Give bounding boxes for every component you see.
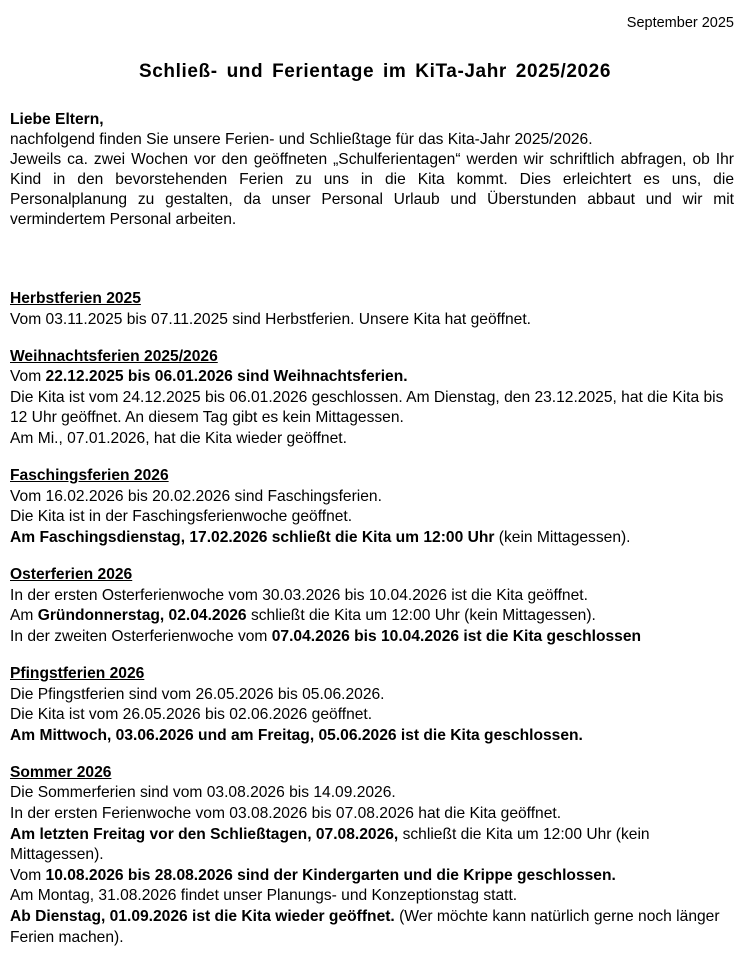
section-heading: Osterferien 2026 bbox=[10, 566, 133, 584]
section-line bbox=[10, 627, 738, 648]
text-span: Vom bbox=[10, 866, 46, 884]
bold-span: Am letzten Freitag vor den Schließtagen, 07.08.2026, bbox=[10, 825, 399, 843]
text-span: schließt die Kita um 12:00 Uhr (kein Mittagessen). bbox=[10, 825, 650, 864]
page-title: Schließ- und Ferientage im KiTa-Jahr 2025/2026 bbox=[138, 61, 611, 82]
section-line: In der ersten Ferienwoche vom 03.08.2026 bis 07.08.2026 hat die Kita geöffnet. bbox=[10, 804, 562, 822]
section-osterferien bbox=[10, 565, 738, 647]
section-herbstferien bbox=[10, 289, 738, 330]
section-heading: Sommer 2026 bbox=[10, 763, 112, 781]
text-span: (Wer möchte kann natürlich gerne noch länger Ferien machen). bbox=[10, 907, 720, 946]
section-heading: Weihnachtsferien 2025/2026 bbox=[10, 347, 218, 365]
document-date: September 2025 bbox=[626, 15, 734, 31]
section-line: Die Kita ist vom 26.05.2026 bis 02.06.2026 geöffnet. bbox=[10, 706, 373, 724]
bold-span: Ab Dienstag, 01.09.2026 ist die Kita wieder geöffnet. bbox=[10, 907, 395, 925]
section-sommer bbox=[10, 763, 738, 948]
section-line: Vom 16.02.2026 bis 20.02.2026 sind Faschingsferien. bbox=[10, 487, 382, 505]
intro bbox=[10, 110, 734, 230]
section-pfingstferien bbox=[10, 664, 738, 746]
text-span: Am bbox=[10, 607, 38, 625]
intro-paragraph: Jeweils ca. zwei Wochen vor den geöffneten „Schulferientagen“ werden wir schriftlich abfragen, ob Ihr Kind in den bevorstehenden Ferien zu uns in die Kita kommt. Dies erleichtert es uns, die Personalplanung zu gestalten, da unser Personal Urlaub und Überstunden abbaut und wir mit vermindertem Personal arbeiten. bbox=[10, 151, 734, 228]
section-line: Am Mi., 07.01.2026, hat die Kita wieder geöffnet. bbox=[10, 430, 347, 448]
text-span: In der zweiten Osterferienwoche vom bbox=[10, 627, 272, 645]
section-heading: Faschingsferien 2026 bbox=[10, 467, 169, 485]
section-line: Die Sommerferien sind vom 03.08.2026 bis 14.09.2026. bbox=[10, 784, 396, 802]
section-faschingsferien bbox=[10, 466, 738, 548]
text-span: (kein Mittagessen). bbox=[494, 528, 631, 546]
intro-line: nachfolgend finden Sie unsere Ferien- und Schließtage für das Kita-Jahr 2025/2026. bbox=[10, 131, 593, 148]
section-line bbox=[10, 866, 738, 887]
section-line bbox=[10, 367, 738, 388]
section-line bbox=[10, 726, 738, 747]
section-line: In der ersten Osterferienwoche vom 30.03.2026 bis 10.04.2026 ist die Kita geöffnet. bbox=[10, 586, 588, 604]
section-weihnachtsferien bbox=[10, 347, 738, 450]
bold-span: Gründonnerstag, 02.04.2026 bbox=[37, 607, 247, 625]
holiday-sections bbox=[10, 289, 738, 965]
section-line bbox=[10, 907, 738, 948]
bold-span: 22.12.2025 bis 06.01.2026 sind Weihnachtsferien. bbox=[45, 368, 408, 386]
section-heading: Pfingstferien 2026 bbox=[10, 664, 145, 682]
section-line: Die Pfingstferien sind vom 26.05.2026 bis 05.06.2026. bbox=[10, 685, 385, 703]
section-line: Vom 03.11.2025 bis 07.11.2025 sind Herbstferien. Unsere Kita hat geöffnet. bbox=[10, 310, 532, 328]
section-line bbox=[10, 825, 738, 866]
text-span: schließt die Kita um 12:00 Uhr (kein Mittagessen). bbox=[246, 607, 596, 625]
section-line bbox=[10, 606, 738, 627]
bold-span: Am Faschingsdienstag, 17.02.2026 schließt die Kita um 12:00 Uhr bbox=[10, 528, 495, 546]
section-line: Die Kita ist in der Faschingsferienwoche geöffnet. bbox=[10, 508, 353, 526]
section-line: Am Montag, 31.08.2026 findet unser Planungs- und Konzeptionstag statt. bbox=[10, 887, 518, 905]
text-span: Vom bbox=[10, 368, 46, 386]
section-heading: Herbstferien 2025 bbox=[10, 290, 141, 307]
greeting: Liebe Eltern, bbox=[10, 111, 104, 128]
bold-span: Am Mittwoch, 03.06.2026 und am Freitag, 05.06.2026 ist die Kita geschlossen. bbox=[10, 726, 583, 744]
section-line: Die Kita ist vom 24.12.2025 bis 06.01.2026 geschlossen. Am Dienstag, den 23.12.2025, hat die Kita bis 12 Uhr geöffnet. An diesem Tag gibt es kein Mittagessen. bbox=[10, 388, 724, 427]
section-line bbox=[10, 528, 738, 549]
bold-span: 07.04.2026 bis 10.04.2026 ist die Kita geschlossen bbox=[271, 627, 642, 645]
bold-span: 10.08.2026 bis 28.08.2026 sind der Kindergarten und die Krippe geschlossen. bbox=[45, 866, 616, 884]
